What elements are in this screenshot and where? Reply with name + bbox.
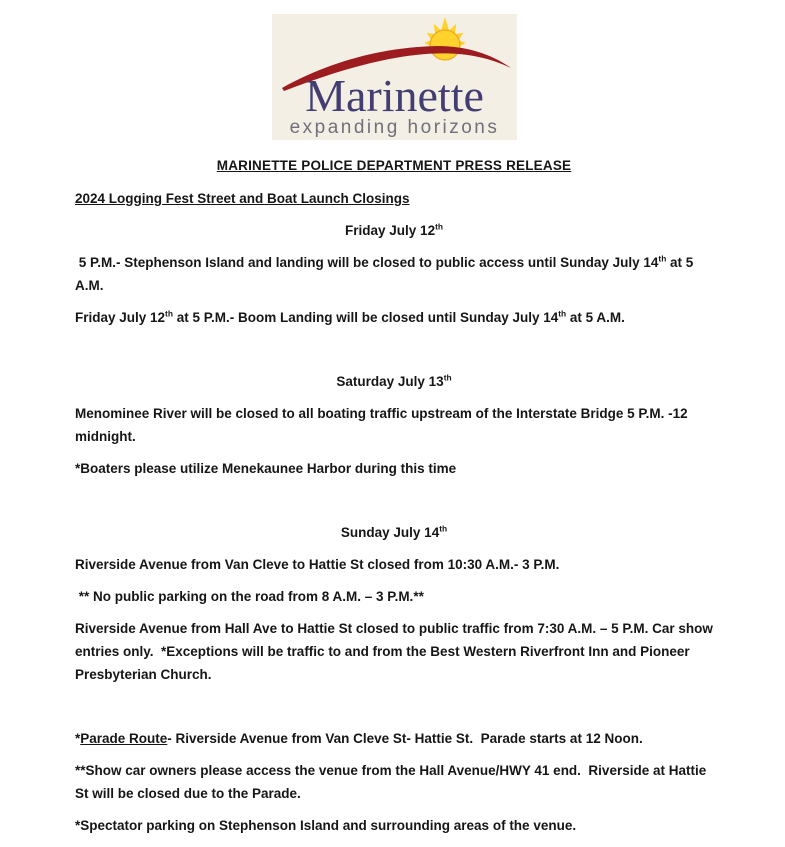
- text-run: at 5 A.M.: [75, 255, 697, 293]
- blank-line: [75, 338, 713, 361]
- logo-tagline: expanding horizons: [289, 117, 499, 138]
- text-run: Saturday July 13: [336, 374, 444, 389]
- logo-wordmark: Marinette: [304, 70, 484, 121]
- text-run: Sunday July 14: [340, 525, 440, 540]
- paragraph: [75, 306, 713, 329]
- text-run: ** No public parking on the road from 8 A.M. – 3 P.M.**: [75, 589, 424, 604]
- ordinal-superscript: th: [165, 308, 173, 319]
- paragraph: [75, 759, 713, 805]
- paragraph: [75, 457, 713, 480]
- press-release-subtitle: 2024 Logging Fest Street and Boat Launch Closings: [75, 191, 410, 206]
- ordinal-superscript: th: [435, 221, 443, 232]
- text-run: Parade Route: [80, 731, 168, 746]
- ordinal-superscript: th: [439, 523, 448, 534]
- ordinal-superscript: th: [658, 253, 667, 264]
- section-heading: [75, 370, 713, 393]
- text-run: Riverside Avenue from Hall Ave to Hattie St closed to public traffic from 7:30 A.M. – 5 P.M. Car show entries only. *Exceptions will be traffic to and from the Best Western Riverfront Inn and Pioneer Presbyterian Church.: [75, 621, 717, 682]
- text-run: Riverside Avenue from Van Cleve to Hattie St closed from 10:30 A.M.- 3 P.M.: [75, 557, 560, 572]
- press-release-title: MARINETTE POLICE DEPARTMENT PRESS RELEASE: [216, 158, 572, 173]
- ordinal-superscript: th: [558, 308, 567, 319]
- text-run: at 5 A.M.: [566, 310, 625, 325]
- text-run: *Boaters please utilize Menekaunee Harbor during this time: [75, 461, 457, 476]
- text-run: 5 P.M.- Stephenson Island and landing will be closed to public access until Sunday July 14: [75, 255, 659, 270]
- text-run: - Riverside Avenue from Van Cleve St- Hattie St. Parade starts at 12 Noon.: [167, 731, 643, 746]
- ordinal-superscript: th: [443, 372, 452, 383]
- paragraph: [75, 727, 713, 750]
- paragraph: [75, 814, 713, 837]
- marinette-city-logo: [272, 14, 517, 140]
- text-run: Friday July 12: [75, 310, 166, 325]
- paragraph: [75, 553, 713, 576]
- paragraph: [75, 617, 717, 686]
- section-heading: [75, 219, 713, 242]
- text-run: *: [75, 731, 81, 746]
- text-run: Menominee River will be closed to all boating traffic upstream of the Interstate Bridge 5 P.M. -12 midnight.: [75, 406, 692, 444]
- section-heading: [75, 521, 713, 544]
- paragraph: [75, 251, 713, 297]
- blank-line: [75, 695, 713, 718]
- text-run: *Spectator parking on Stephenson Island and surrounding areas of the venue.: [75, 818, 577, 833]
- paragraph: [75, 585, 713, 608]
- marinette-logo-graphic: [272, 14, 517, 140]
- text-run: Friday July 12: [345, 223, 436, 238]
- text-run: at 5 P.M.- Boom Landing will be closed until Sunday July 14: [172, 310, 559, 325]
- blank-line: [75, 489, 713, 512]
- paragraph: [75, 402, 713, 448]
- text-run: **Show car owners please access the venue from the Hall Avenue/HWY 41 end. Riverside at Hattie St will be closed due to the Parade.: [75, 763, 710, 801]
- document-body: [75, 219, 717, 837]
